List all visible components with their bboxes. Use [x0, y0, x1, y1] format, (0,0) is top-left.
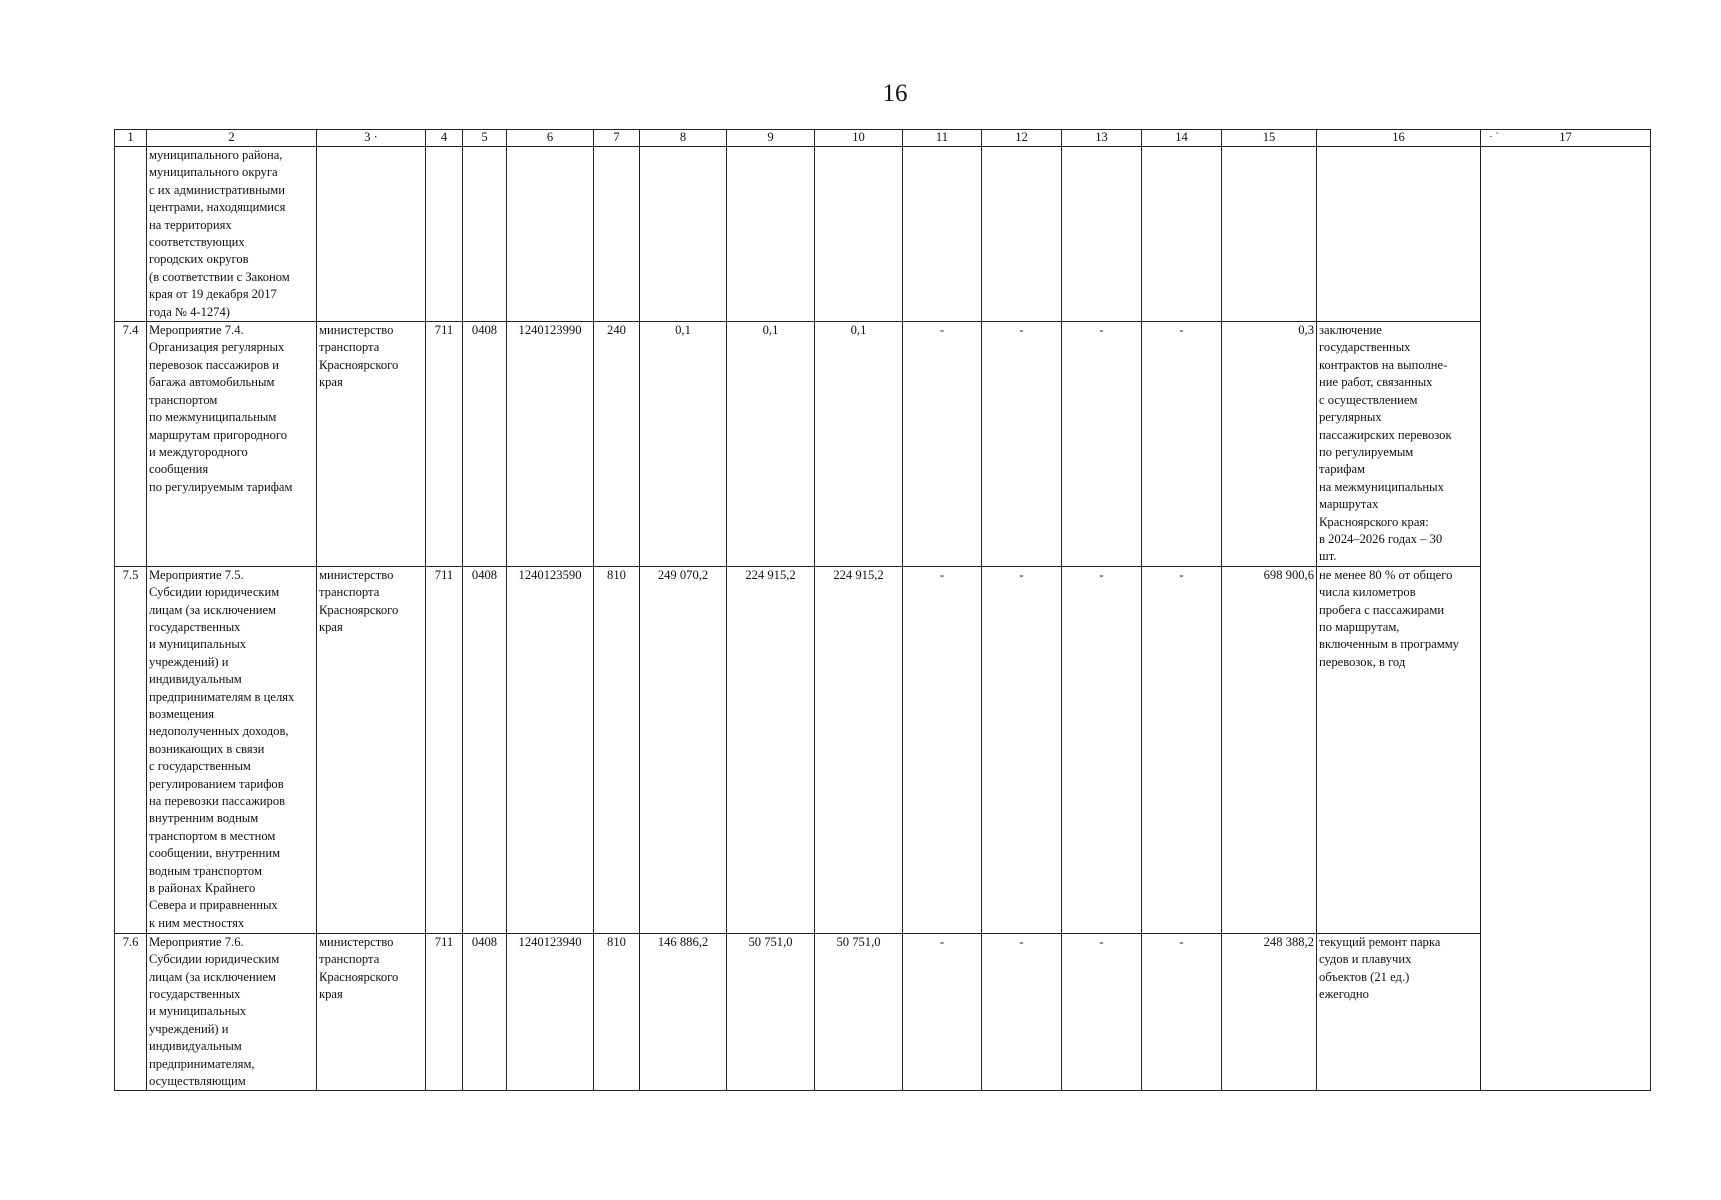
rzpr-cell: 0408: [463, 933, 507, 1091]
amount-2026-cell: 224 915,2: [815, 566, 903, 933]
amount-2026-cell: 0,1: [815, 322, 903, 567]
grbs-cell: 711: [426, 566, 463, 933]
col13-cell: -: [1062, 322, 1142, 567]
vr-cell: 810: [594, 933, 640, 1091]
grbs-cell: 711: [426, 933, 463, 1091]
row-number-cell: 7.6: [115, 933, 147, 1091]
grbs-cell: [426, 147, 463, 322]
header-cell: 10: [815, 130, 903, 147]
csr-cell: 1240123990: [507, 322, 594, 567]
activity-name-cell: Мероприятие 7.6. Субсидии юридическим лицам (за исключением государственных и муниципальных учреждений) и индивидуальным предпринимателям, осуществляющим: [147, 933, 317, 1091]
header-cell: 5: [463, 130, 507, 147]
vr-cell: 810: [594, 566, 640, 933]
col17-cell: [1481, 147, 1651, 1091]
row-number-cell: 7.5: [115, 566, 147, 933]
header-cell: 16: [1317, 130, 1481, 147]
amount-2026-cell: 50 751,0: [815, 933, 903, 1091]
header-cell: 6: [507, 130, 594, 147]
amount-2025-cell: 50 751,0: [727, 933, 815, 1091]
page-number: 16: [882, 80, 908, 107]
header-cell: 3 ·: [317, 130, 426, 147]
table-row: [115, 147, 1651, 322]
header-mark: · `: [1489, 131, 1500, 143]
header-mark: ·: [373, 130, 378, 144]
header-cell: 4: [426, 130, 463, 147]
header-cell: 1: [115, 130, 147, 147]
table-row: [115, 933, 1651, 1091]
header-cell: 2: [147, 130, 317, 147]
vr-cell: 240: [594, 322, 640, 567]
col13-cell: [1062, 147, 1142, 322]
col11-cell: [903, 147, 982, 322]
header-row: [115, 130, 1651, 147]
result-cell: заключение государственных контрактов на выполне- ние работ, связанных с осуществлением регулярных пассажирских перевозок по регулируемым тарифам на межмуниципальных маршрутах Красноярского края: в 2024–2026 годах – 30 шт.: [1317, 322, 1481, 567]
col14-cell: [1142, 147, 1222, 322]
row-number-cell: [115, 147, 147, 322]
activity-name-cell: муниципального района, муниципального округа с их административными центрами, находящимися на территориях соответствующих городских округов (в соответствии с Законом края от 19 декабря 2017 года № 4-1274): [147, 147, 317, 322]
amount-2024-cell: 249 070,2: [640, 566, 727, 933]
total-cell: 698 900,6: [1222, 566, 1317, 933]
col14-cell: -: [1142, 566, 1222, 933]
executor-cell: министерство транспорта Красноярского края: [317, 566, 426, 933]
csr-cell: 1240123940: [507, 933, 594, 1091]
amount-2024-cell: 0,1: [640, 322, 727, 567]
amount-2026-cell: [815, 147, 903, 322]
executor-cell: министерство транспорта Красноярского края: [317, 322, 426, 567]
header-cell: 14: [1142, 130, 1222, 147]
col12-cell: -: [982, 322, 1062, 567]
executor-cell: [317, 147, 426, 322]
col14-cell: -: [1142, 933, 1222, 1091]
col12-cell: -: [982, 566, 1062, 933]
result-cell: текущий ремонт парка судов и плавучих объектов (21 ед.) ежегодно: [1317, 933, 1481, 1091]
table-row: [115, 566, 1651, 933]
amount-2024-cell: [640, 147, 727, 322]
header-cell: · ` 17: [1481, 130, 1651, 147]
col13-cell: -: [1062, 933, 1142, 1091]
total-cell: 0,3: [1222, 322, 1317, 567]
grbs-cell: 711: [426, 322, 463, 567]
activity-name-cell: Мероприятие 7.4. Организация регулярных перевозок пассажиров и багажа автомобильным транспортом по межмуниципальным маршрутам пригородного и междугородного сообщения по регулируемым тарифам: [147, 322, 317, 567]
table-row: [115, 322, 1651, 567]
csr-cell: [507, 147, 594, 322]
header-cell: 15: [1222, 130, 1317, 147]
header-cell: 12: [982, 130, 1062, 147]
amount-2025-cell: [727, 147, 815, 322]
col14-cell: -: [1142, 322, 1222, 567]
result-cell: не менее 80 % от общего числа километров пробега с пассажирами по маршрутам, включенным в программу перевозок, в год: [1317, 566, 1481, 933]
header-cell: 11: [903, 130, 982, 147]
amount-2025-cell: 224 915,2: [727, 566, 815, 933]
rzpr-cell: 0408: [463, 566, 507, 933]
row-number-cell: 7.4: [115, 322, 147, 567]
col13-cell: -: [1062, 566, 1142, 933]
rzpr-cell: [463, 147, 507, 322]
col12-cell: [982, 147, 1062, 322]
amount-2024-cell: 146 886,2: [640, 933, 727, 1091]
executor-cell: министерство транспорта Красноярского края: [317, 933, 426, 1091]
header-cell: 13: [1062, 130, 1142, 147]
rzpr-cell: 0408: [463, 322, 507, 567]
total-cell: 248 388,2: [1222, 933, 1317, 1091]
vr-cell: [594, 147, 640, 322]
header-cell: 7: [594, 130, 640, 147]
activity-name-cell: Мероприятие 7.5. Субсидии юридическим лицам (за исключением государственных и муниципальных учреждений) и индивидуальным предпринимателям в целях возмещения недополученных доходов, возникающих в связи с государственным регулированием тарифов на перевозки пассажиров внутренним водным транспортом в местном сообщении, внутренним водным транспортом в районах Крайнего Севера и приравненных к ним местностях: [147, 566, 317, 933]
total-cell: [1222, 147, 1317, 322]
col11-cell: -: [903, 933, 982, 1091]
amount-2025-cell: 0,1: [727, 322, 815, 567]
result-cell: [1317, 147, 1481, 322]
csr-cell: 1240123590: [507, 566, 594, 933]
header-cell: 8: [640, 130, 727, 147]
col12-cell: -: [982, 933, 1062, 1091]
col11-cell: -: [903, 322, 982, 567]
col11-cell: -: [903, 566, 982, 933]
header-cell: 9: [727, 130, 815, 147]
program-activities-table: [114, 129, 1651, 1091]
